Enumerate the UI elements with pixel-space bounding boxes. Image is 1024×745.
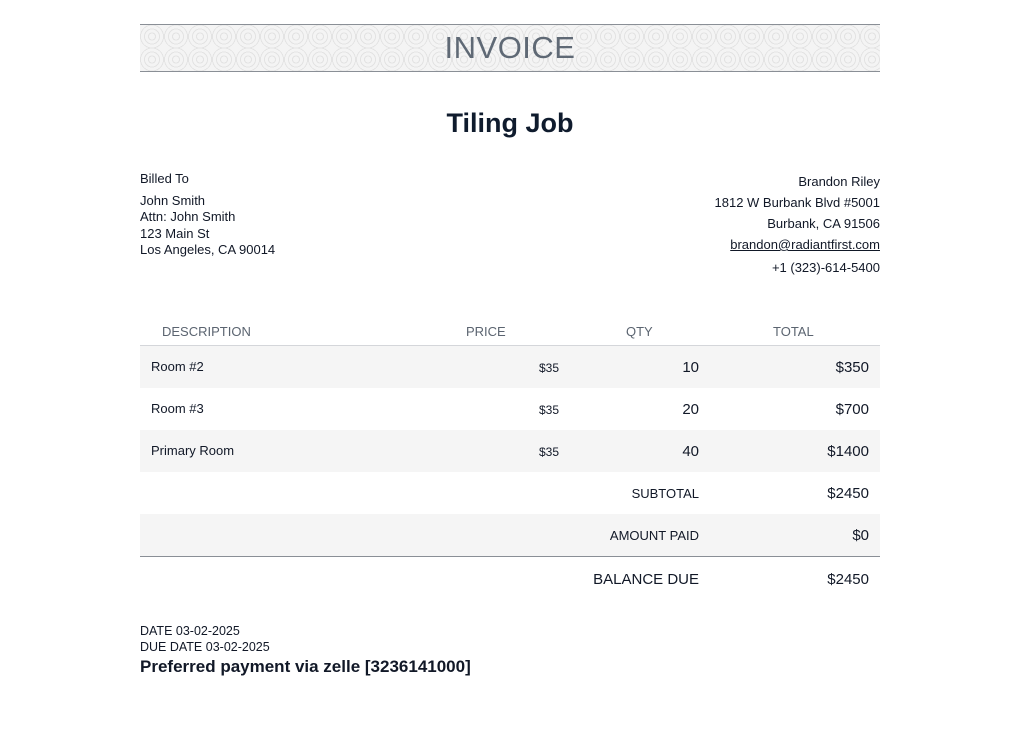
row-qty: 40 (682, 443, 699, 460)
billed-to-label: Billed To (140, 171, 189, 186)
sender-block (715, 171, 881, 278)
subtotal-value: $2450 (827, 485, 869, 502)
billed-to-block (140, 171, 275, 259)
amount-paid-row (140, 514, 880, 556)
row-total: $700 (835, 401, 869, 418)
table-row (140, 346, 880, 388)
invoice-footer (140, 624, 471, 677)
invoice-due-date: DUE DATE 03-02-2025 (140, 639, 270, 654)
job-title: Tiling Job (446, 108, 574, 138)
row-total: $350 (835, 359, 869, 376)
header-description: DESCRIPTION (162, 324, 251, 339)
table-row (140, 430, 880, 472)
invoice-date: DATE 03-02-2025 (140, 624, 240, 638)
row-price: $35 (538, 403, 559, 417)
line-items-table (140, 321, 880, 601)
row-qty: 20 (682, 401, 699, 418)
balance-due-row (140, 556, 880, 601)
billed-to-city: Los Angeles, CA 90014 (140, 242, 276, 257)
amount-paid-label: AMOUNT PAID (609, 528, 699, 543)
row-price: $35 (538, 361, 559, 375)
table-header (140, 321, 880, 346)
header-qty: QTY (626, 324, 653, 339)
sender-email-link[interactable]: brandon@radiantfirst.com (730, 237, 880, 252)
header-total: TOTAL (773, 324, 814, 339)
billed-to-street: 123 Main St (140, 225, 210, 241)
row-description: Room #3 (151, 401, 204, 416)
sender-street: 1812 W Burbank Blvd #5001 (714, 195, 880, 210)
row-description: Primary Room (151, 443, 235, 458)
row-description: Room #2 (151, 359, 204, 374)
subtotal-row (140, 472, 880, 514)
table-row (140, 388, 880, 430)
sender-city: Burbank, CA 91506 (767, 216, 880, 231)
balance-due-label: BALANCE DUE (593, 571, 699, 588)
billed-to-attn: Attn: John Smith (140, 209, 236, 224)
row-total: $1400 (827, 443, 869, 460)
subtotal-label: SUBTOTAL (631, 486, 699, 501)
payment-note: Preferred payment via zelle [3236141000] (140, 657, 471, 676)
invoice-page (140, 24, 880, 676)
sender-phone: +1 (323)-614-5400 (771, 260, 880, 275)
row-price: $35 (538, 445, 559, 459)
sender-name: Brandon Riley (798, 174, 880, 189)
billed-to-name: John Smith (140, 192, 206, 208)
amount-paid-value: $0 (852, 527, 869, 544)
balance-due-value: $2450 (827, 571, 869, 588)
invoice-banner (140, 24, 880, 72)
invoice-heading: INVOICE (444, 30, 576, 65)
header-price: PRICE (466, 324, 506, 339)
row-qty: 10 (682, 359, 699, 376)
